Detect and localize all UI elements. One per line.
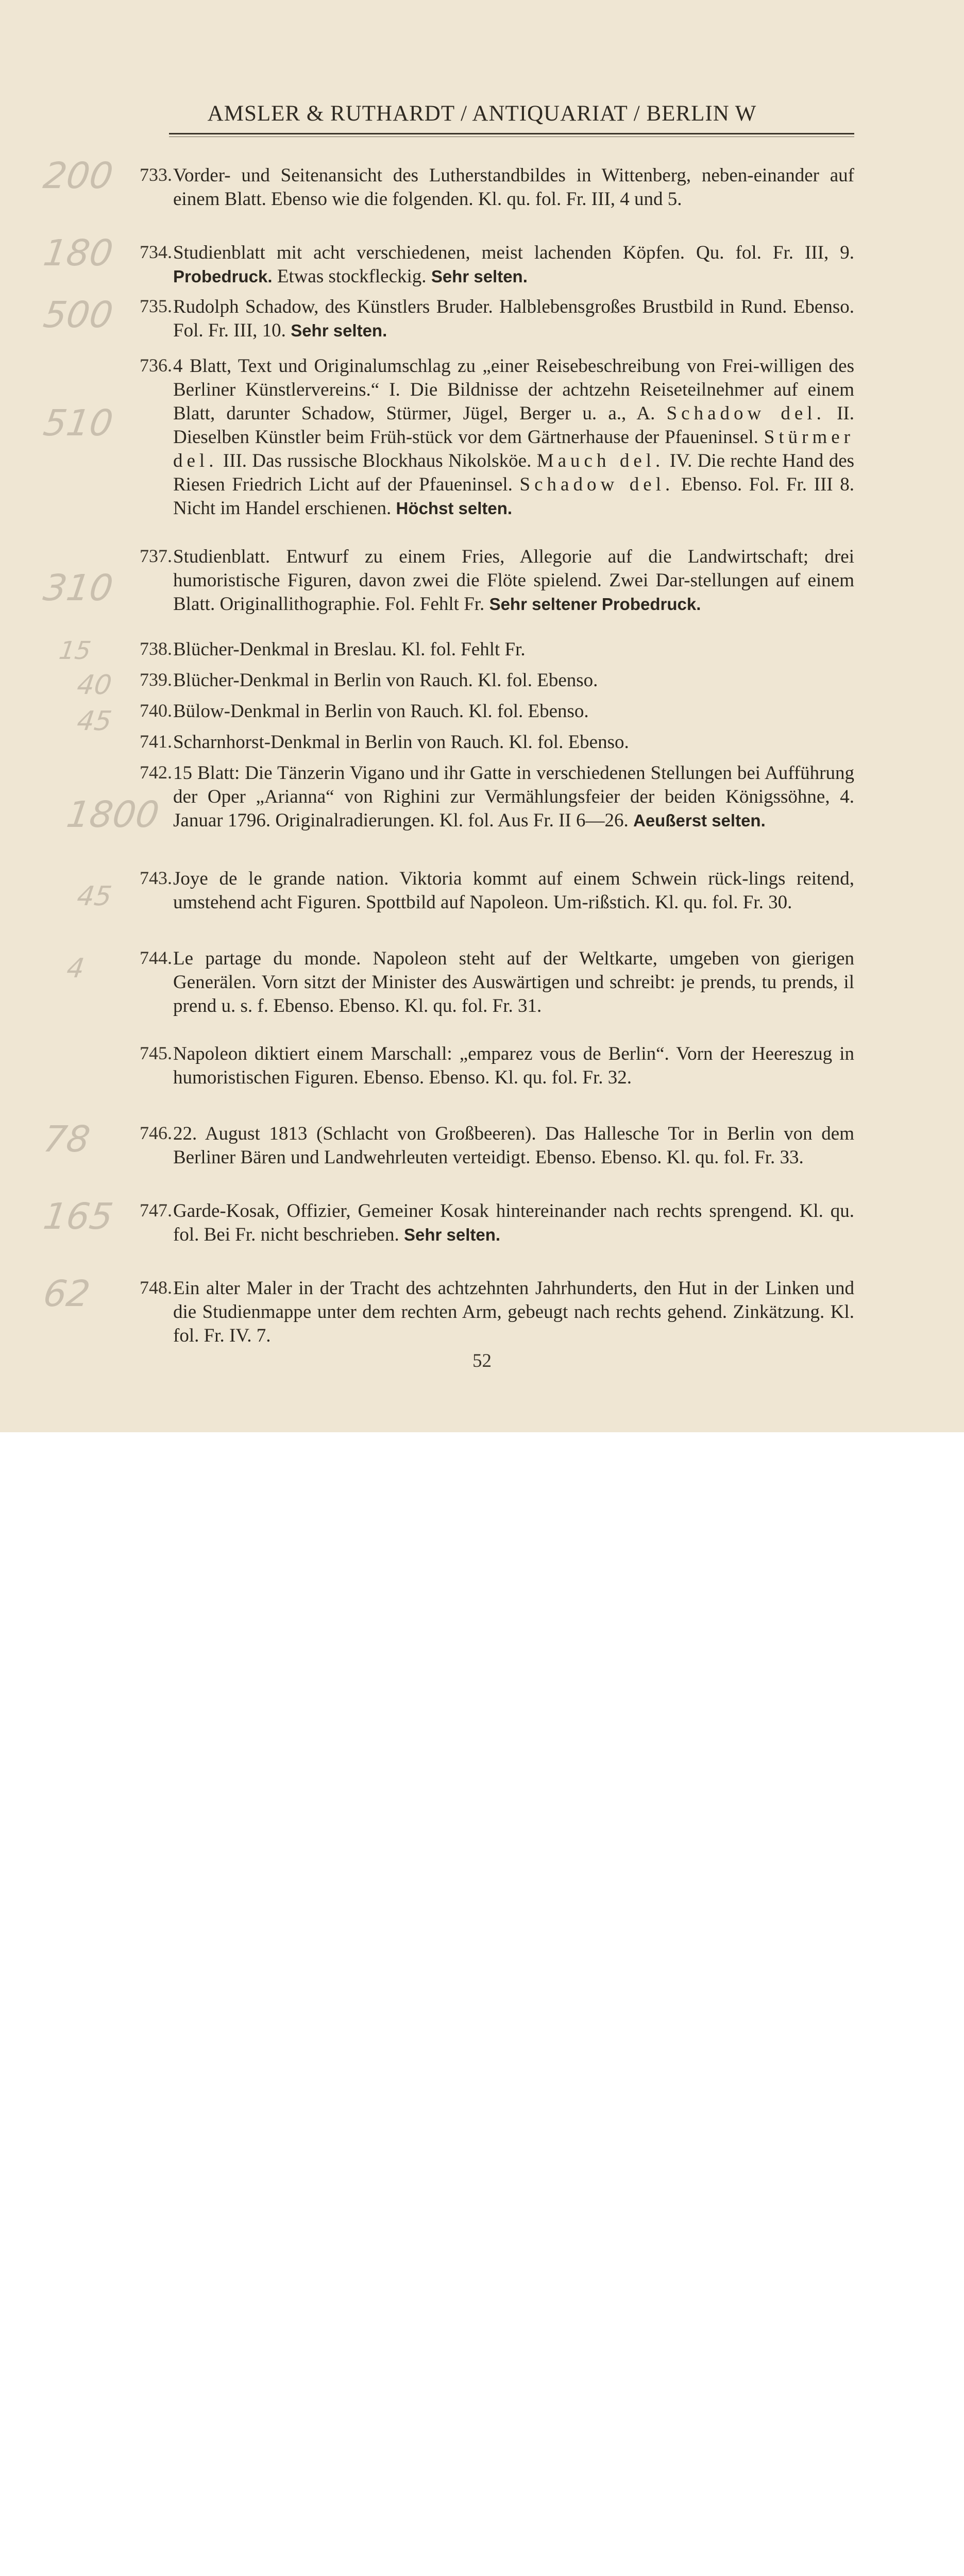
entry-number: 735. [140,296,172,316]
entry-text-part: Blücher-Denkmal in Breslau. Kl. fol. Fehlt Fr. [173,639,526,660]
entry-text-part: Scharnhorst-Denkmal in Berlin von Rauch. Kl. fol. Ebenso. [173,732,629,753]
pencil-note: 1800 [64,793,162,836]
entry-emphasis: Probedruck. [173,267,273,286]
entry-number: 734. [140,242,172,262]
entry-number: 740. [140,700,172,721]
entry-text [173,947,854,1018]
entry-number: 737. [140,546,172,566]
entry-text [173,867,854,914]
pencil-note: 165 [41,1195,116,1238]
pencil-note: 4 [64,953,87,984]
entry-number: 743. [140,868,172,888]
pencil-note: 180 [41,232,116,274]
page-number: 52 [472,1350,492,1371]
entry-text [173,354,854,520]
page-header: AMSLER & RUTHARDT / ANTIQUARIAT / BERLIN W [207,101,757,126]
entry-text-part: Vorder- und Seitenansicht des Lutherstandbildes in Wittenberg, neben-einander auf einem Blatt. Ebenso wie die folgenden. Kl. qu. fol. Fr. III, 4 und 5. [173,165,854,210]
entry-text-part: Studienblatt. Entwurf zu einem Fries, Allegorie auf die Landwirtschaft; drei humoristische Figuren, davon zwei die Flöte spielend. Zwei Dar-stellungen auf einem Blatt. Originallithographie. Fol. Fehlt Fr. [173,546,854,615]
entry-text-part: Mauch del. [536,450,665,471]
entry-text [173,700,854,723]
header-rule [169,133,854,134]
entry-text [173,731,854,754]
entry-emphasis: Höchst selten. [396,499,513,518]
entry-text [173,1199,854,1247]
entry-text-part: IV. Die rechte Hand des Riesen Friedrich Licht auf der Pfaueninsel. [173,450,855,495]
entry-text-part: 22. August 1813 (Schlacht von Großbeeren). Das Hallesche Tor in Berlin von dem Berliner Bären und Landwehrleuten verteidigt. Ebenso. Ebenso. Kl. qu. fol. Fr. 33. [173,1123,854,1168]
entry-number: 748. [140,1277,172,1298]
entry-text [173,545,854,616]
entry-number: 739. [140,669,172,690]
entry-text-part: Schadow del. [519,474,674,495]
entry-emphasis: Sehr seltener Probedruck. [489,595,701,614]
pencil-note: 310 [41,567,116,609]
entry-number: 744. [140,947,172,968]
entry-text-part: Rudolph Schadow, des Künstlers Bruder. Halblebensgroßes Brustbild in Rund. Ebenso. Fol. Fr. III, 10. [173,296,854,341]
entry-emphasis: Sehr selten. [404,1225,501,1244]
entry-text [173,638,854,662]
entry-text [173,1122,854,1170]
pencil-note: 45 [75,706,114,737]
entry-text-part: III. Das russische Blockhaus Nikolsköe. [217,450,537,471]
entry-text-part: II. Dieselben Künstler beim Früh-stück vor dem Gärtnerhause der Pfaueninsel. [173,403,854,448]
entry-emphasis: Sehr selten. [291,321,387,340]
entry-text [173,1042,854,1090]
pencil-note: 45 [75,881,114,912]
entry-text [173,241,854,289]
pencil-note: 62 [41,1273,93,1315]
entry-text [173,1277,854,1348]
entry-text-part: Blücher-Denkmal in Berlin von Rauch. Kl. fol. Ebenso. [173,670,598,691]
entry-number: 741. [140,731,172,752]
entry-text-part: Ein alter Maler in der Tracht des achtzehnten Jahrhunderts, den Hut in der Linken und die Studienmappe unter dem rechten Arm, gebeugt nach rechts gehend. Zinkätzung. Kl. fol. Fr. IV. 7. [173,1278,854,1346]
entry-text-part: Etwas stockfleckig. [272,266,431,287]
footer-bar [0,1432,964,1527]
entry-text-part: Le partage du monde. Napoleon steht auf der Weltkarte, umgeben von gierigen Generälen. Vorn sitzt der Minister des Auswärtigen und schreibt: je prends, tu prends, il prend u. s. f. Ebenso. Ebenso. Kl. qu. fol. Fr. 31. [173,948,854,1016]
entry-number: 733. [140,164,172,185]
entry-number: 742. [140,762,172,783]
entry-text-part: Garde-Kosak, Offizier, Gemeiner Kosak hintereinander nach rechts sprengend. Kl. qu. fol. Bei Fr. nicht beschrieben. [173,1200,854,1245]
entry-number: 745. [140,1043,172,1063]
entry-text [173,295,854,343]
entry-number: 746. [140,1123,172,1143]
entry-text-part: 15 Blatt: Die Tänzerin Vigano und ihr Gatte in verschiedenen Stellungen bei Aufführung der Oper „Arianna“ von Righini zur Vermählungsfeier der beiden Königssöhne, 4. Januar 1796. Originalradierungen. Kl. fol. Aus Fr. II 6—26. [173,762,854,831]
entry-number: 738. [140,638,172,659]
entry-text-part: Studienblatt mit acht verschiedenen, meist lachenden Köpfen. Qu. fol. Fr. III, 9. [173,242,854,263]
pencil-note: 200 [41,155,116,197]
entry-text-part: Schadow del. [666,403,825,424]
entry-number: 747. [140,1200,172,1221]
pencil-note: 15 [57,636,93,665]
pencil-note: 500 [41,294,116,336]
entry-text-part: Ebenso. Fol. Fr. III 8. Nicht im Handel erschienen. [173,474,854,519]
entry-text-part: Joye de le grande nation. Viktoria kommt auf einem Schwein rück-lings reitend, umstehend acht Figuren. Spottbild auf Napoleon. Um-rißstich. Kl. qu. fol. Fr. 30. [173,868,854,913]
entry-text [173,669,854,692]
entry-text [173,164,854,211]
entry-text-part: Bülow-Denkmal in Berlin von Rauch. Kl. fol. Ebenso. [173,701,589,722]
pencil-note: 510 [41,402,116,444]
entry-text [173,761,854,833]
entry-text-part: Napoleon diktiert einem Marschall: „emparez vous de Berlin“. Vorn der Heereszug in humoristischen Figuren. Ebenso. Ebenso. Kl. qu. fol. Fr. 32. [173,1043,854,1088]
entry-number: 736. [140,355,172,376]
pencil-note: 78 [41,1118,93,1160]
pencil-note: 40 [75,670,114,701]
entry-emphasis: Aeußerst selten. [633,811,766,830]
entry-text-part: 4 Blatt, Text und Originalumschlag zu „einer Reisebeschreibung von Frei-willigen des Berliner Künstlervereins.“ I. Die Bildnisse der achtzehn Reiseteilnehmer auf einem Blatt, darunter Schadow, Stürmer, Jügel, Berger u. a., A. [173,355,854,424]
entry-emphasis: Sehr selten. [431,267,528,286]
entry-text-part: Stürmer del. [173,427,854,471]
